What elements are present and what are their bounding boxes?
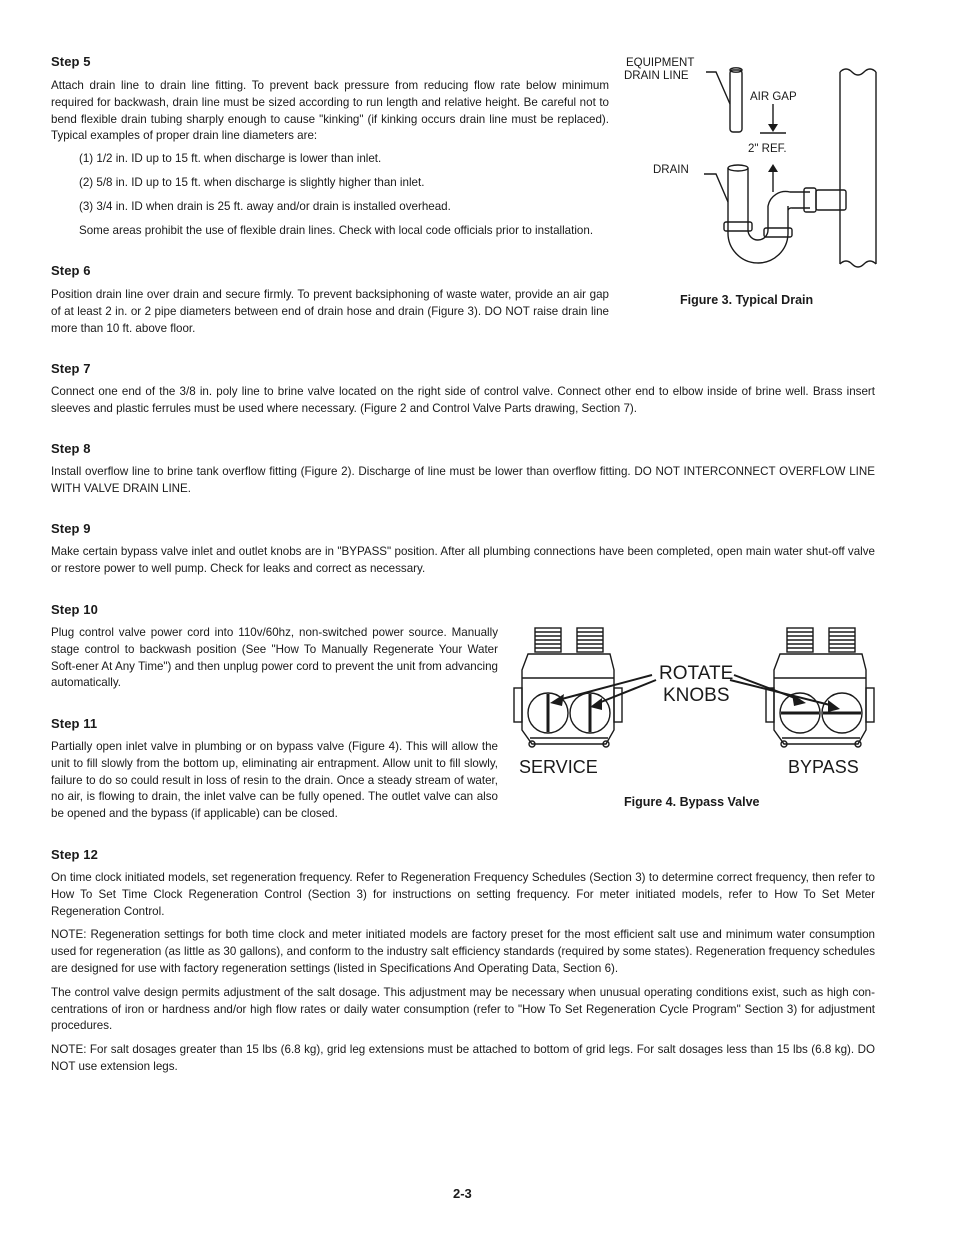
step-6-paragraph: Position drain line over drain and secure firmly. To prevent backsiphoning of waste water, provide an air gap of at least 2 in. or 2 pipe diameters between end of drain hose and drain (Figure 3). DO NOT raise drain line more than 10 ft. above floor. [51, 288, 609, 335]
figure-3-caption: Figure 3. Typical Drain [680, 293, 814, 307]
step-5-note: Some areas prohibit the use of flexible drain lines. Check with local code officials prior to installation. [79, 223, 594, 237]
typical-drain-illustration [620, 52, 890, 277]
step-12-paragraph-3: The control valve design permits adjustment of the salt dosage. This adjustment may be necessary when unusual operating conditions exist, such as high con-centrations of iron or hardness and/or high flow rates or daily water consumption (refer to "How To Set Regeneration Cycle Program" Section 3) for adjustment procedures. [51, 985, 875, 1033]
label-drain: DRAIN [653, 164, 689, 176]
step-11-heading: Step 11 [51, 716, 98, 731]
step-12-paragraph-1: On time clock initiated models, set regeneration frequency. Refer to Regeneration Frequency Schedules (Section 3) to determine correct frequency, then refer to How To Set Time Clock Regeneration Control (Section 3) for instructions on setting frequency. For meter initiated models, refer to How To Set Meter Regeneration Control. [51, 871, 875, 918]
figure-3 [620, 52, 890, 322]
step-9-paragraph: Make certain bypass valve inlet and outlet knobs are in "BYPASS" position. After all plumbing connections have been completed, open main water shut-off valve or restore power to well pump. Check for leaks and correct as necessary. [51, 545, 875, 575]
bypass-position-valve [766, 628, 874, 747]
label-equipment-1: EQUIPMENT [626, 57, 695, 69]
label-equipment-2: DRAIN LINE [624, 70, 689, 82]
label-rotate: ROTATE [659, 663, 734, 684]
step-5-item-1: (1) 1/2 in. ID up to 15 ft. when discharge is lower than inlet. [79, 152, 382, 166]
step-10-section [51, 602, 498, 692]
step-11-section [51, 716, 498, 823]
step-9-section [51, 521, 875, 578]
step-5-paragraph: Attach drain line to drain line fitting. To prevent back pressure from reducing flow rate below minimum required for backwash, drain line must be sized according to run length and relative height. Be careful not to bend flexible drain tubing sharply enough to cause "kinking" (if kinking occurs drain line must be replaced). Typical examples of proper drain line diameters are: [51, 79, 609, 143]
step-7-section [51, 361, 875, 418]
step-7-heading: Step 7 [51, 361, 91, 376]
step-9-heading: Step 9 [51, 521, 91, 536]
step-12-paragraph-2: NOTE: Regeneration settings for both time clock and meter initiated models are factory preset for the most efficient salt use and minimum water consumption used for regeneration (as little as 30 gallons), and conform to the industry salt efficiency standards (required by some states). Regeneration frequency schedules are designed for use with factory regeneration settings (listed in Specifications And Operating Data, Section 6). [51, 928, 875, 975]
bypass-valve-illustration [510, 620, 880, 780]
page-number: 2-3 [453, 1186, 472, 1201]
step-6-section [51, 263, 609, 337]
step-8-section [51, 441, 875, 498]
step-11-paragraph: Partially open inlet valve in plumbing or on bypass valve (Figure 4). This will allow the unit to fill slowly from the bottom up, eliminating air entrapment. Allow unit to fill slowly, failure to do so could result in loss of resin to the drain. Once a steady stream of water, no air, is flowing to drain, the inlet valve can be fully opened. The outlet valve can also be opened and the bypass (if applicable) can be closed. [51, 740, 498, 821]
figure-4-caption: Figure 4. Bypass Valve [624, 795, 760, 809]
step-6-heading: Step 6 [51, 263, 91, 278]
step-5-section [51, 54, 609, 239]
step-8-paragraph: Install overflow line to brine tank overflow fitting (Figure 2). Discharge of line must be lower than overflow fitting. DO NOT INTERCONNECT OVERFLOW LINE WITH VALVE DRAIN LINE. [51, 465, 875, 495]
step-5-item-3: (3) 3/4 in. ID when drain is 25 ft. away and/or drain is installed overhead. [79, 199, 451, 213]
figure-4 [510, 620, 880, 820]
step-7-paragraph: Connect one end of the 3/8 in. poly line to brine valve located on the right side of control valve. Connect other end to elbow inside of brine well. Brass insert sleeves and plastic ferrules must be used where necessary. (Figure 2 and Control Valve Parts drawing, Section 7). [51, 385, 875, 415]
step-12-heading: Step 12 [51, 847, 98, 862]
label-service: SERVICE [519, 757, 598, 777]
label-knobs: KNOBS [663, 685, 730, 706]
step-10-paragraph: Plug control valve power cord into 110v/60hz, non-switched power source. Manually stage control to backwash position (See "How To Manually Regenerate Your Water Soft-ener At Any Time") and then unplug power cord to prevent the unit from advancing automatically. [51, 626, 498, 690]
step-10-heading: Step 10 [51, 602, 98, 617]
step-5-heading: Step 5 [51, 54, 91, 69]
label-air-gap: AIR GAP [750, 91, 797, 103]
step-12-paragraph-4: NOTE: For salt dosages greater than 15 lbs (6.8 kg), grid leg extensions must be attached to bottom of grid legs. For salt dosages less than 15 lbs (6.8 kg). DO NOT use extension legs. [51, 1043, 875, 1073]
label-bypass: BYPASS [788, 757, 859, 777]
label-2in-ref: 2" REF. [748, 143, 787, 155]
step-5-item-2: (2) 5/8 in. ID up to 15 ft. when discharge is slightly higher than inlet. [79, 175, 425, 189]
step-12-section [51, 847, 875, 1076]
step-8-heading: Step 8 [51, 441, 91, 456]
